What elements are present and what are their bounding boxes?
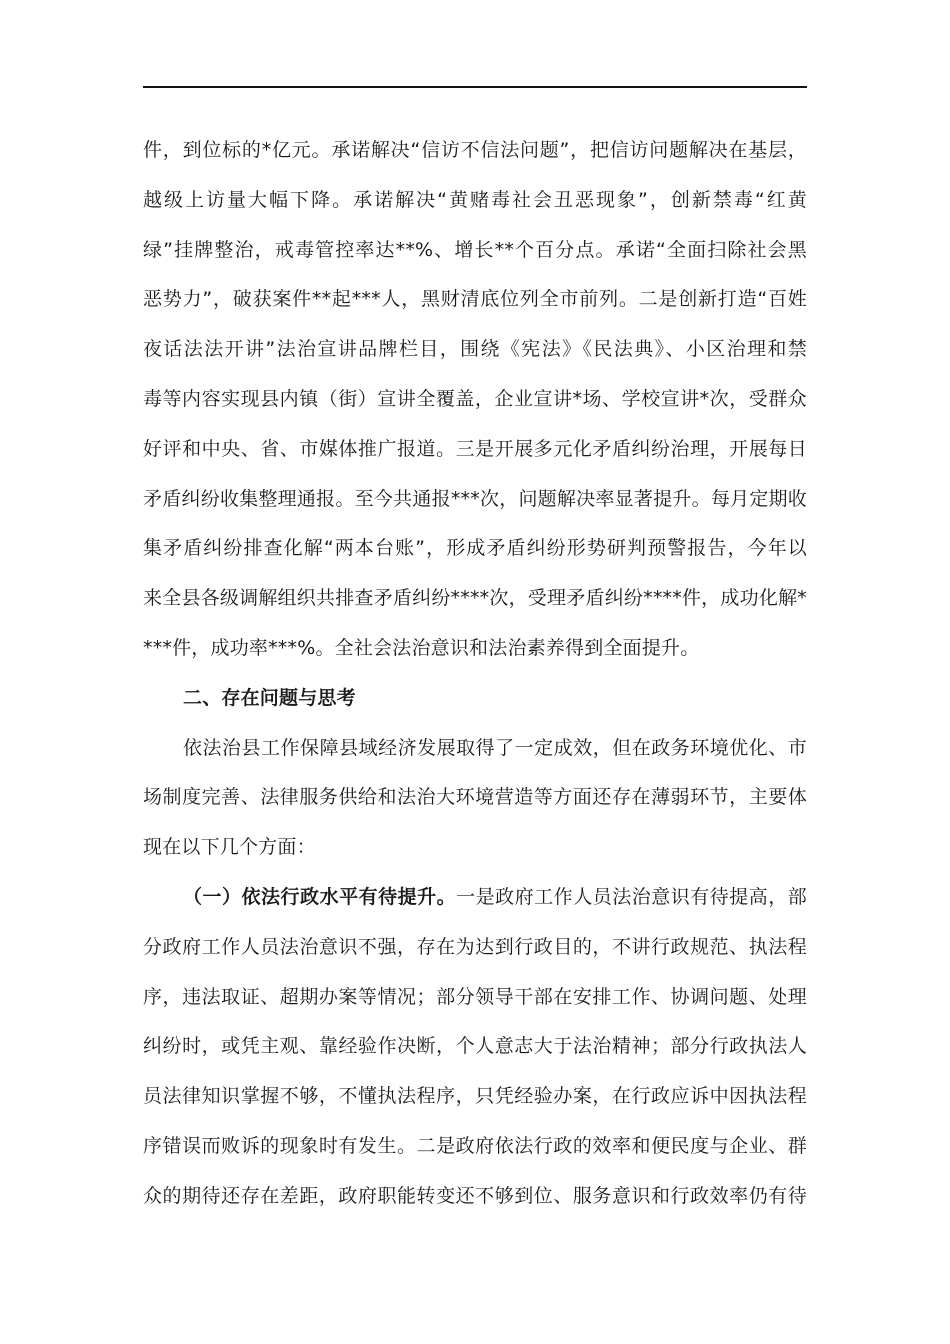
subsection-text: 一是政府工作人员法治意识有待提高，部	[456, 885, 807, 908]
paragraph-line: 纠纷时，或凭主观、靠经验作决断，个人意志大于法治精神；部分行政执法人	[143, 1035, 807, 1058]
paragraph-line: 好评和中央、省、市媒体推广报道。三是开展多元化矛盾纠纷治理，开展每日	[143, 437, 807, 460]
paragraph-line: 夜话法法开讲”法治宣讲品牌栏目，围绕《宪法》《民法典》、小区治理和禁	[143, 338, 807, 361]
paragraph-line: 序，违法取证、超期办案等情况；部分领导干部在安排工作、协调问题、处理	[143, 985, 807, 1008]
section-heading: 二、存在问题与思考	[183, 686, 356, 709]
paragraph-line: 越级上访量大幅下降。承诺解决“黄赌毒社会丑恶现象”，创新禁毒“红黄	[143, 188, 807, 211]
document-body	[143, 126, 807, 1222]
subsection-first-line	[143, 873, 807, 923]
header-rule	[143, 86, 807, 88]
paragraph-line: 来全县各级调解组织共排查矛盾纠纷****次，受理矛盾纠纷****件，成功化解*	[143, 587, 807, 610]
subsection-heading: （一）依法行政水平有待提升。	[183, 885, 457, 908]
paragraph-line: 员法律知识掌握不够，不懂执法程序，只凭经验办案，在行政应诉中因执法程	[143, 1085, 807, 1108]
paragraph-line: 恶势力”，破获案件**起***人，黑财清底位列全市前列。二是创新打造“百姓	[143, 288, 807, 311]
paragraph-line: 毒等内容实现县内镇（街）宣讲全覆盖，企业宣讲*场、学校宣讲*次，受群众	[143, 387, 807, 410]
paragraph-line: 分政府工作人员法治意识不强，存在为达到行政目的，不讲行政规范、执法程	[143, 935, 807, 958]
paragraph-last-line: ***件，成功率***%。全社会法治意识和法治素养得到全面提升。	[143, 636, 700, 659]
paragraph-line: 集矛盾纠纷排查化解“两本台账”，形成矛盾纠纷形势研判预警报告，今年以	[143, 537, 807, 560]
paragraph-line: 件，到位标的*亿元。承诺解决“信访不信法问题”，把信访问题解决在基层，	[143, 139, 807, 161]
paragraph-line: 场制度完善、法律服务供给和法治大环境营造等方面还存在薄弱环节，主要体	[143, 786, 807, 809]
paragraph-first-line: 依法治县工作保障县域经济发展取得了一定成效，但在政务环境优化、市	[183, 736, 807, 759]
paragraph-line: 矛盾纠纷收集整理通报。至今共通报***次，问题解决率显著提升。每月定期收	[143, 487, 807, 510]
paragraph-line: 众的期待还存在差距，政府职能转变还不够到位、服务意识和行政效率仍有待	[143, 1184, 807, 1207]
paragraph-line: 绿”挂牌整治，戒毒管控率达**%、增长**个百分点。承诺“全面扫除社会黑	[143, 238, 807, 261]
paragraph-line: 序错误而败诉的现象时有发生。二是政府依法行政的效率和便民度与企业、群	[143, 1134, 807, 1157]
paragraph-last-line: 现在以下几个方面：	[143, 836, 316, 859]
